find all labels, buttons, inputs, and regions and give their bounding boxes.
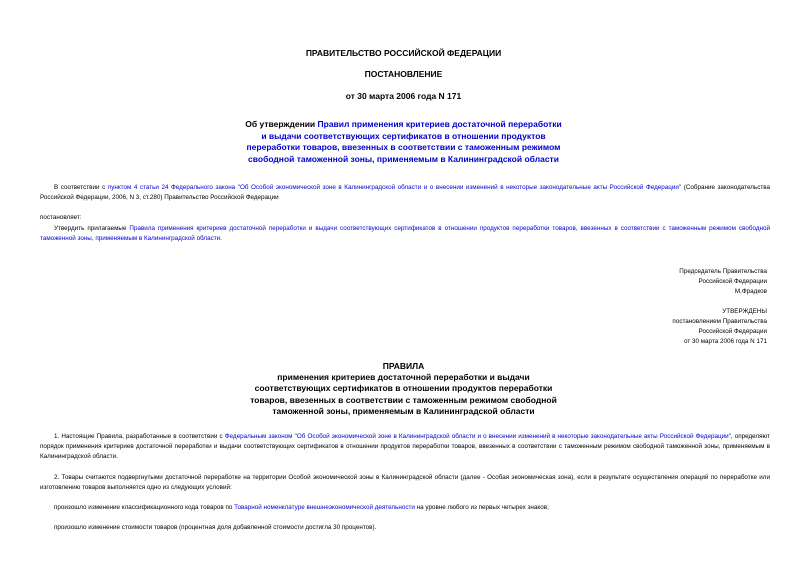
federal-law-article-link[interactable]: пунктом 4 статьи 24 Федерального закона "Об Особой экономической зоне в Калининградской области и о внесении изменений в некоторые законодательные акты Российской Федерации" — [107, 184, 682, 191]
signature-block — [679, 267, 767, 297]
approved-line1: УТВЕРЖДЕНЫ — [722, 308, 767, 315]
approved-line4: от 30 марта 2006 года N 171 — [683, 338, 767, 345]
signature-line1: Председатель Правительства — [679, 268, 767, 275]
signature-line2: Российской Федерации — [698, 278, 767, 285]
subject-link-line2[interactable]: и выдачи соответствующих сертификатов в отношении продуктов — [261, 130, 546, 141]
document-subject — [0, 119, 807, 165]
rules-line1: применения критериев достаточной переработки и выдачи — [277, 372, 530, 383]
subject-link-line4[interactable]: свободной таможенной зоны, применяемым в Калининградской области — [248, 153, 559, 164]
signature-line3: М.Фрадков — [734, 288, 767, 295]
preamble-paragraph — [40, 183, 770, 203]
approved-block — [672, 307, 767, 347]
preamble-tail: (Собрание законодательства Российской Федерации, 2006, N 3, ст.280) Правительство Российской Федерации — [40, 184, 770, 201]
rules-title: ПРАВИЛА — [382, 361, 425, 371]
item1-tail: , определяют порядок применения критериев достаточной переработки и выдачи соответствующих сертификатов в отношении продуктов переработки товаров, ввезенных в соответствии с таможенным режимом свободной таможенной зоны, применяемым в Калининградской области. — [40, 433, 770, 460]
condition2-paragraph: произошло изменение стоимости товаров (процентная доля добавленной стоимости достигла 30 процентов). — [54, 524, 377, 531]
condition1-paragraph — [54, 503, 770, 513]
approve-lead: Утвердить прилагаемые — [54, 225, 130, 232]
government-heading: ПРАВИТЕЛЬСТВО РОССИЙСКОЙ ФЕДЕРАЦИИ — [305, 48, 502, 58]
item1-paragraph — [40, 432, 770, 462]
document-kind-heading: ПОСТАНОВЛЕНИЕ — [364, 69, 443, 79]
item2-paragraph: 2. Товары считаются подвергнутыми достаточной переработке на территории Особой экономической зоны в Калининградской области (далее - Особая экономическая зона), если в результате осуществления операций по переработке или изготовлению товаров выполняется одно из следующих условий: — [40, 474, 770, 491]
approved-line2: постановлением Правительства — [672, 318, 767, 325]
approve-tail: . — [220, 235, 222, 242]
tnved-link[interactable]: Товарной номенклатуре внешнеэкономической деятельности — [234, 504, 415, 511]
decree-word: постановляет: — [40, 214, 82, 221]
subject-link-line3[interactable]: переработки товаров, ввезенных в соответствии с таможенным режимом — [246, 142, 561, 153]
document-date-number: от 30 марта 2006 года N 171 — [345, 91, 462, 101]
preamble-lead: В соответствии с — [54, 184, 108, 191]
item1-lead: 1. Настоящие Правила, разработанные в соответствии с — [54, 433, 225, 440]
rules-heading — [0, 361, 807, 417]
rules-line4: таможенной зоны, применяемым в Калининградской области — [272, 405, 535, 416]
condition1-lead: произошло изменение классификационного кода товаров по — [54, 504, 235, 511]
condition1-tail: на уровне любого из первых четырех знаков; — [414, 504, 549, 511]
federal-law-link[interactable]: Федеральным законом "Об Особой экономической зоне в Калининградской области и о внесении изменений в некоторые законодательные акты Российской Федерации" — [224, 433, 731, 440]
rules-line2: соответствующих сертификатов в отношении продуктов переработки — [254, 383, 553, 394]
subject-prefix: Об утверждении — [245, 119, 318, 129]
rules-link[interactable]: Правила применения критериев достаточной переработки и выдачи соответствующих сертификатов в отношении продуктов переработки товаров, ввезенных в соответствии с таможенным режимом свободной таможенной зоны, применяемым в Калининградской области — [40, 225, 770, 242]
approved-line3: Российской Федерации — [698, 328, 767, 335]
rules-line3: товаров, ввезенных в соответствии с таможенным режимом свободной — [250, 394, 557, 405]
approve-paragraph — [40, 224, 770, 244]
subject-link-line1[interactable]: Правил применения критериев достаточной переработки — [317, 119, 562, 129]
